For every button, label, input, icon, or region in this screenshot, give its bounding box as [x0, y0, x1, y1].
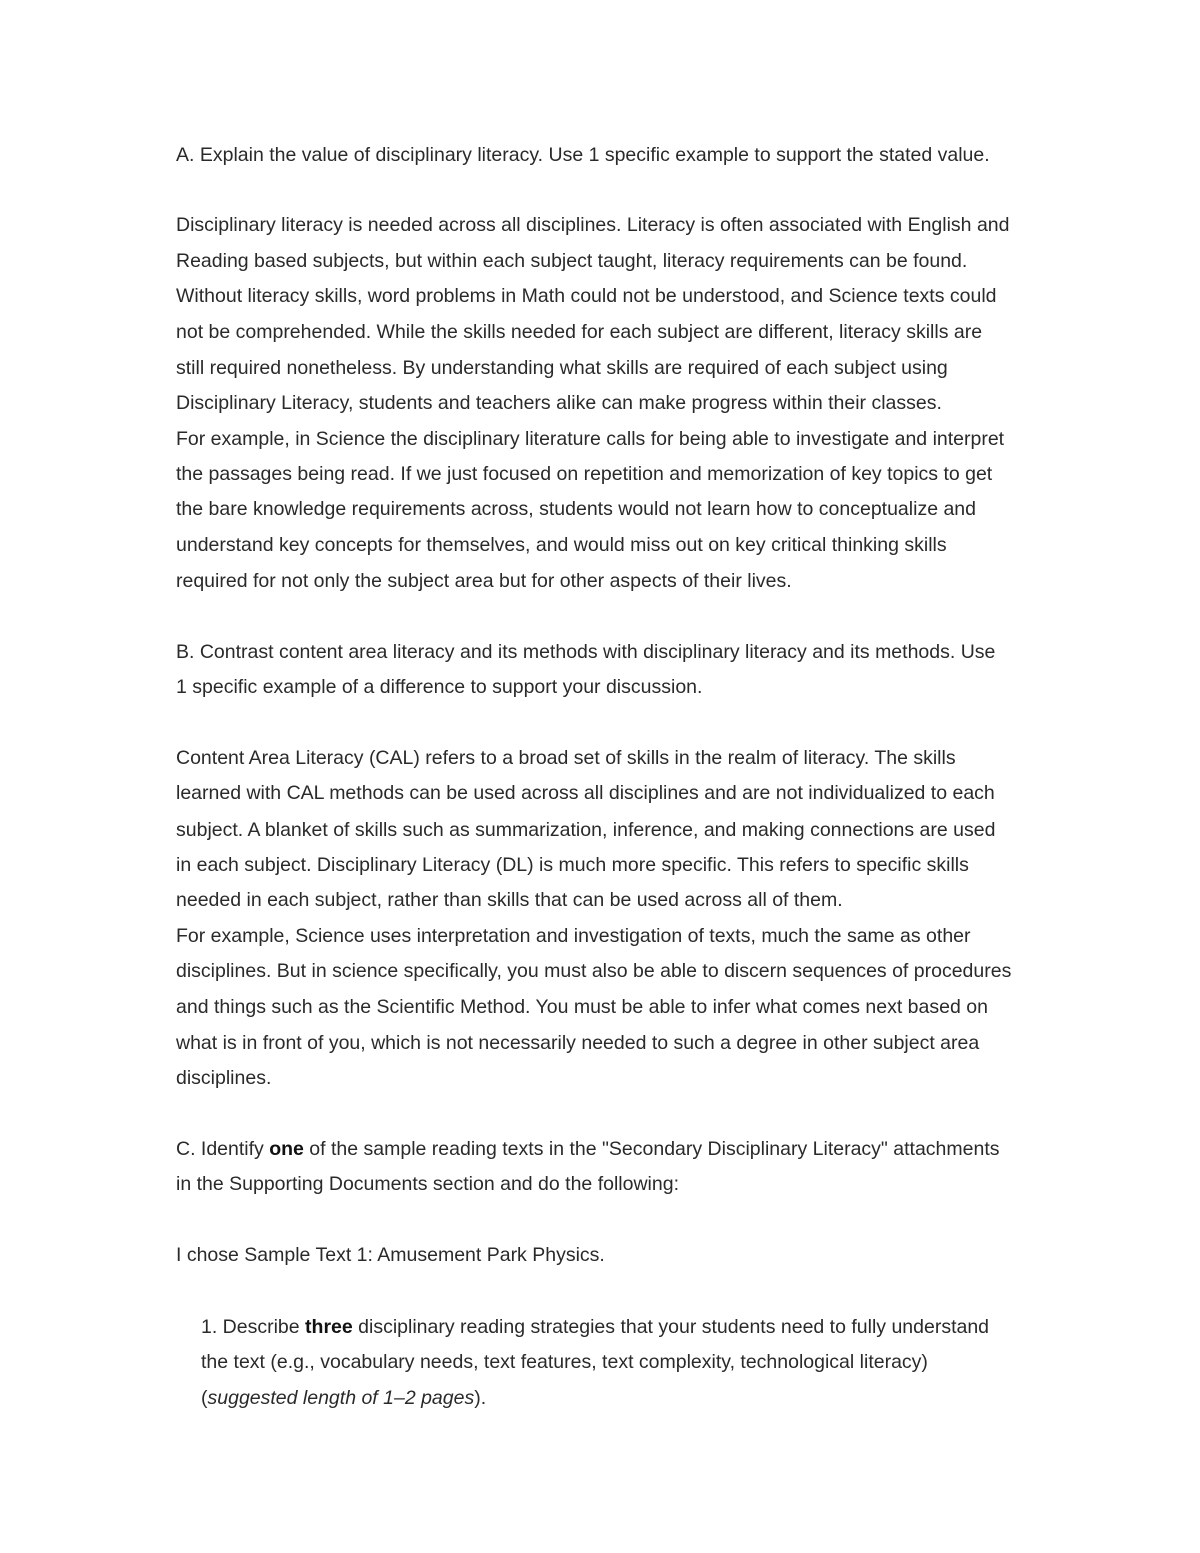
section-a-answer-line: Disciplinary literacy is needed across all disciplines. Literacy is often associated with English and: [176, 214, 1010, 236]
section-b-answer-line: disciplines. But in science specifically, you must also be able to discern sequences of procedures: [176, 960, 1012, 982]
section-b-question-line: 1 specific example of a difference to support your discussion.: [176, 676, 703, 698]
section-b-answer-line: in each subject. Disciplinary Literacy (DL) is much more specific. This refers to specific skills: [176, 854, 969, 876]
section-b-answer-line: subject. A blanket of skills such as summarization, inference, and making connections are used: [176, 819, 996, 841]
section-c-question-line2: in the Supporting Documents section and do the following:: [176, 1173, 679, 1195]
section-a-answer-line: For example, in Science the disciplinary literature calls for being able to investigate and interpret: [176, 428, 1005, 450]
section-b-answer-line: needed in each subject, rather than skills that can be used across all of them.: [176, 889, 843, 911]
section-c-item-1-line3: [201, 1386, 486, 1410]
section-a-answer-line: Without literacy skills, word problems in Math could not be understood, and Science texts could: [176, 285, 997, 307]
section-c-choice: I chose Sample Text 1: Amusement Park Physics.: [176, 1244, 605, 1266]
item-1-prefix: 1. Describe: [201, 1316, 306, 1338]
section-c-question-emphasis: one: [269, 1138, 304, 1160]
section-b-answer-line: and things such as the Scientific Method. You must be able to infer what comes next based on: [176, 996, 988, 1018]
section-b-question-line: B. Contrast content area literacy and its methods with disciplinary literacy and its methods. Use: [176, 641, 996, 663]
item-1-suggested-length: suggested length of 1–2 pages: [207, 1387, 475, 1409]
section-a-answer-line: Reading based subjects, but within each subject taught, literacy requirements can be found.: [176, 250, 968, 272]
section-c-question-prefix: C. Identify: [176, 1138, 270, 1160]
section-a-answer-line: the bare knowledge requirements across, students would not learn how to conceptualize and: [176, 498, 976, 520]
section-a-answer-line: not be comprehended. While the skills needed for each subject are different, literacy skills are: [176, 321, 983, 343]
section-b-answer-line: learned with CAL methods can be used across all disciplines and are not individualized to each: [176, 782, 995, 804]
item-1-paren-close: ).: [474, 1387, 487, 1409]
section-b-answer-line: what is in front of you, which is not necessarily needed to such a degree in other subject area: [176, 1032, 980, 1054]
section-a-answer-line: the passages being read. If we just focused on repetition and memorization of key topics to get: [176, 463, 993, 485]
item-1-suffix: disciplinary reading strategies that your students need to fully understand: [352, 1316, 990, 1338]
section-a-answer-line: required for not only the subject area but for other aspects of their lives.: [176, 570, 792, 592]
section-c-item-1: [201, 1315, 989, 1339]
section-a-answer-line: Disciplinary Literacy, students and teachers alike can make progress within their classes.: [176, 392, 942, 414]
section-c-item-1-line2: the text (e.g., vocabulary needs, text features, text complexity, technological literacy): [201, 1351, 928, 1373]
item-1-emphasis: three: [305, 1316, 353, 1338]
section-b-answer-line: Content Area Literacy (CAL) refers to a broad set of skills in the realm of literacy. The skills: [176, 747, 956, 769]
item-1-paren-open: (: [201, 1387, 208, 1409]
section-b-answer-line: disciplines.: [176, 1067, 272, 1089]
section-b-answer-line: For example, Science uses interpretation and investigation of texts, much the same as other: [176, 925, 971, 947]
section-a-answer-line: still required nonetheless. By understanding what skills are required of each subject using: [176, 357, 948, 379]
section-c-question-suffix: of the sample reading texts in the "Secondary Disciplinary Literacy" attachments: [303, 1138, 1000, 1160]
section-a-question: A. Explain the value of disciplinary literacy. Use 1 specific example to support the stated value.: [176, 144, 990, 166]
section-a-answer-line: understand key concepts for themselves, and would miss out on key critical thinking skills: [176, 534, 947, 556]
section-c-question: [176, 1137, 1000, 1161]
